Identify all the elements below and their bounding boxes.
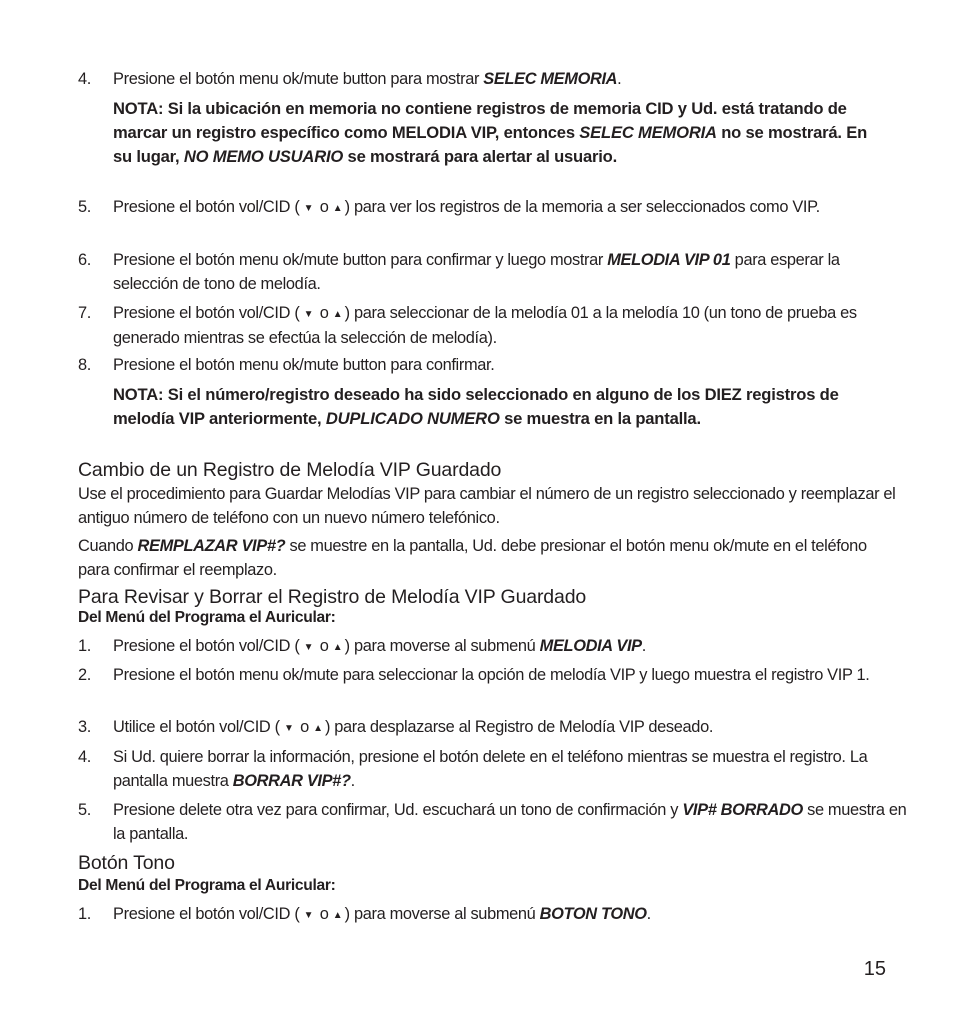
subheading: Del Menú del Programa el Auricular:	[78, 877, 336, 894]
step-7: 7. Presione el botón vol/CID ( ▼ o ▲) para seleccionar de la melodía 01 a la melodía 10 (un tono de prueba es generado mientras se efectúa la selección de melodía).	[78, 304, 857, 347]
step-4: 4. Presione el botón menu ok/mute button para mostrar SELEC MEMORIA.	[78, 68, 908, 92]
review-step-1: 1. Presione el botón vol/CID ( ▼ o ▲) para moverse al submenú MELODIA VIP.	[78, 637, 646, 655]
step-6: 6. Presione el botón menu ok/mute button para confirmar y luego mostrar MELODIA VIP 01 para esperar la selección de tono de melodía.	[78, 251, 840, 293]
down-arrow-icon: ▼	[303, 910, 316, 921]
tone-step-1: 1. Presione el botón vol/CID ( ▼ o ▲) para moverse al submenú BOTON TONO.	[78, 905, 651, 923]
step-number: 4.	[78, 70, 91, 88]
down-arrow-icon: ▼	[303, 203, 316, 214]
subheading: Del Menú del Programa el Auricular:	[78, 609, 336, 626]
review-step-3: 3. Utilice el botón vol/CID ( ▼ o ▲) para desplazarse al Registro de Melodía VIP deseado.	[78, 718, 714, 736]
paragraph: Cuando REMPLAZAR VIP#? se muestre en la pantalla, Ud. debe presionar el botón menu ok/mute en el teléfono para confirmar el reemplazo.	[78, 537, 867, 579]
down-arrow-icon: ▼	[283, 723, 296, 734]
section-heading-review: Para Revisar y Borrar el Registro de Melodía VIP Guardado	[78, 586, 587, 608]
down-arrow-icon: ▼	[303, 309, 316, 320]
step-8: 8. Presione el botón menu ok/mute button para confirmar.	[78, 356, 495, 374]
paragraph: Use el procedimiento para Guardar Melodías VIP para cambiar el número de un registro seleccionado y reemplazar el antiguo número de teléfono con un nuevo número telefónico.	[78, 485, 896, 527]
down-arrow-icon: ▼	[303, 642, 316, 653]
note-duplicate: NOTA: Si el número/registro deseado ha sido seleccionado en alguno de los DIEZ registros de melodía VIP anteriormente, DUPLICADO NUMERO se muestra en la pantalla.	[113, 385, 839, 428]
display-text: SELEC MEMORIA	[483, 70, 618, 88]
note-memory: NOTA: Si la ubicación en memoria no contiene registros de memoria CID y Ud. está tratando de marcar un registro específico como MELODIA VIP, entonces SELEC MEMORIA no se mostrará. En su lugar, NO MEMO USUARIO se mostrará para alertar al usuario.	[113, 99, 868, 166]
up-arrow-icon: ▲	[332, 309, 345, 320]
up-arrow-icon: ▲	[332, 642, 345, 653]
review-step-4: 4. Si Ud. quiere borrar la información, presione el botón delete en el teléfono mientras se muestra el registro. La pantalla muestra BORRAR VIP#?.	[78, 748, 868, 790]
up-arrow-icon: ▲	[332, 910, 345, 921]
section-heading-change: Cambio de un Registro de Melodía VIP Guardado	[78, 459, 502, 481]
review-step-5: 5. Presione delete otra vez para confirmar, Ud. escuchará un tono de confirmación y VIP# BORRADO se muestra en la pantalla.	[78, 801, 907, 843]
section-heading-tone: Botón Tono	[78, 852, 175, 874]
up-arrow-icon: ▲	[313, 723, 325, 734]
up-arrow-icon: ▲	[332, 203, 345, 214]
step-5: 5. Presione el botón vol/CID ( ▼ o ▲) para ver los registros de la memoria a ser seleccionados como VIP.	[78, 198, 820, 216]
review-step-2: 2. Presione el botón menu ok/mute para seleccionar la opción de melodía VIP y luego muestra el registro VIP 1.	[78, 666, 870, 684]
display-text: MELODIA VIP 01	[607, 251, 731, 269]
page-number: 15	[863, 958, 886, 980]
